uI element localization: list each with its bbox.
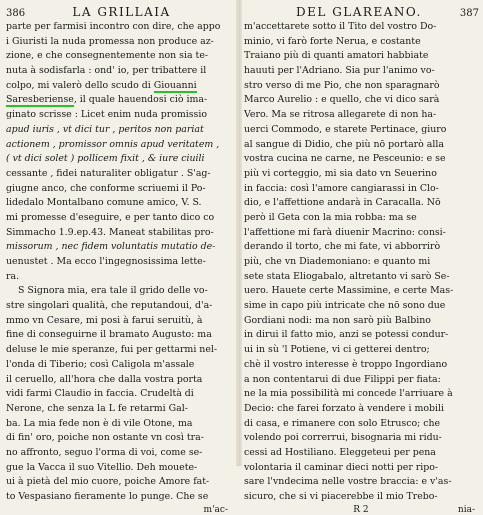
line-text: ginato scrisse : Licet enim nuda promissio (6, 109, 207, 121)
text-line (244, 461, 479, 476)
right-page-number: 387 (459, 8, 479, 19)
text-line (6, 35, 232, 50)
text-line (6, 79, 232, 94)
line-text: parte per farmisi incontro con dire, che appo (6, 21, 221, 32)
text-line (6, 123, 232, 138)
text-line (244, 196, 479, 211)
text-line (244, 138, 479, 153)
line-text: giugne anco, che conforme scriuemi il Po- (6, 182, 206, 194)
line-text: Vero. Ma se ritrosa allegarete di non ha- (244, 109, 437, 121)
line-text: m'accettarete sotto il Tito del vostro Do- (244, 21, 437, 32)
left-page (0, 0, 238, 515)
line-text: apud iuris , vt dici tur , peritos non pariat (6, 123, 204, 135)
text-line (6, 314, 232, 329)
line-text: nuta à sodisfarla : ond' io, per tribattere il (6, 65, 207, 77)
line-text: lidedalo Montalbano comune amico, V. S. (6, 197, 202, 209)
line-text: mi promesse d'eseguire, e per tanto dico co (6, 211, 215, 223)
right-page-body (244, 20, 479, 505)
text-line (6, 108, 232, 123)
line-text: il ceruello, all'hora che dalla vostra porta (6, 373, 203, 385)
text-line (244, 402, 479, 417)
line-text: sete stata Eliogabalo, altretanto vi sarò Se- (244, 270, 450, 282)
text-line (244, 417, 479, 432)
text-line (6, 328, 232, 343)
line-text: chè il vostro interesse è troppo Ingordiano (244, 358, 448, 370)
line-text: però il Geta con la mia robba: ma se (244, 211, 417, 223)
text-line (244, 446, 479, 461)
right-footer (244, 505, 479, 515)
text-line (6, 461, 232, 476)
line-text: zione, e che consegnentemente non sia te- (6, 50, 209, 62)
text-line (244, 270, 479, 285)
left-page-header (6, 4, 232, 20)
text-line (244, 167, 479, 182)
line-text: ra. (6, 270, 20, 282)
line-text-after: , il quale hauendosi ciò ima- (73, 94, 208, 106)
line-text: actionem , promissor omnis apud veritatem , (6, 138, 220, 150)
text-line (6, 240, 232, 255)
text-line (6, 358, 232, 373)
line-text: in dirui il fatto mio, anzi se potessi condur- (244, 329, 449, 341)
line-text: sare l'vndecima nelle vostre braccia: e v'as- (244, 476, 452, 488)
text-line (6, 182, 232, 197)
text-line (244, 358, 479, 373)
line-text: volendo poi correrrui, bisognaria mi ridu- (244, 432, 442, 444)
text-line (244, 152, 479, 167)
line-text: uerci Commodo, e starete Pertinace, giuro (244, 123, 447, 135)
left-catchword: m'ac- (203, 504, 228, 515)
text-line (6, 255, 232, 270)
line-text: ne la mia possibilità mi concede l'arriuare à (244, 388, 453, 400)
line-text: più vi corteggio, mi sia dato vn Seuerino (244, 167, 437, 179)
left-page-body (6, 20, 232, 505)
line-text: deluse le mie speranze, fui per gettarmi nel- (6, 344, 218, 356)
text-line (6, 299, 232, 314)
text-line (244, 431, 479, 446)
text-line (244, 123, 479, 138)
line-text: volontaria il caminar dieci notti per ripo- (244, 461, 439, 473)
line-text: a non contentarui di due Filippi per fiata: (244, 373, 441, 385)
line-text: Marco Aurelio : e quello, che vi dico sarà (244, 94, 440, 106)
line-text: derando il torto, che mi fate, vi abborrirò (244, 241, 441, 253)
text-line (244, 49, 479, 64)
line-text: Traiano più di quanti amatori habbiate (244, 50, 429, 62)
line-text: di fin' oro, poiche non ostante vn così tra- (6, 432, 204, 444)
text-line (6, 167, 232, 182)
line-text: stre singolari qualità, che reputandoui, d'a- (6, 300, 213, 312)
line-text: cessi ad Hostiliano. Eleggeteui per pena (244, 446, 436, 458)
line-text: vostra cucina ne carne, ne Pesceunio: e se (244, 153, 446, 165)
line-text: al sangue di Didio, che più nō portarò alla (244, 138, 444, 150)
line-text: to Vespasiano fieramente lo punge. Che se (6, 491, 209, 502)
text-line (244, 314, 479, 329)
text-line (6, 211, 232, 226)
text-line (244, 284, 479, 299)
text-line (244, 490, 479, 505)
line-text: i Giuristi la nuda promessa non produce az- (6, 35, 214, 47)
text-line (6, 196, 232, 211)
right-catchword: nia- (457, 504, 475, 515)
text-line (244, 211, 479, 226)
text-line (6, 138, 232, 153)
line-text: sicuro, che si vi piacerebbe il mio Trebo- (244, 491, 438, 502)
text-line (244, 20, 479, 35)
text-line (244, 299, 479, 314)
text-line (6, 93, 232, 108)
text-line (6, 20, 232, 35)
line-text: in faccia: così l'amore cangiarassi in Clo- (244, 182, 439, 194)
line-text: gue la Vacca il suo Vitellio. Deh mouete- (6, 461, 198, 473)
line-text: uero. Hauete certe Massimine, e certe Mas- (244, 285, 454, 297)
line-text: S Signora mia, era tale il grido delle vo- (18, 285, 208, 297)
text-line (244, 182, 479, 197)
line-text: colpo, mi valerò dello scudo di (6, 79, 154, 91)
signature-mark: R 2 (353, 504, 369, 515)
text-line (244, 343, 479, 358)
text-line (244, 79, 479, 94)
text-line (6, 446, 232, 461)
text-line (6, 402, 232, 417)
highlighted-name: Saresberiense (6, 94, 74, 106)
text-line (244, 373, 479, 388)
line-text: dio, e l'affettione andarà in Caracalla. Nō (244, 197, 441, 209)
line-text: vidi farmi Claudio in faccia. Crudeltà di (6, 388, 194, 400)
text-line (6, 64, 232, 79)
line-text: ba. La mia fede non è di vile Otone, ma (6, 417, 193, 429)
right-page (238, 0, 483, 515)
text-line (6, 490, 232, 505)
line-text: l'onda di Tiberio; così Caligola m'assale (6, 358, 195, 370)
left-running-head: LA GRILLAIA (72, 5, 171, 19)
text-line (6, 431, 232, 446)
line-text: Decio: che farei forzato à vendere i mobili (244, 402, 445, 414)
left-page-number: 386 (6, 8, 26, 19)
line-text: ui à pietà del mio cuore, poiche Amore fat- (6, 476, 210, 488)
text-line (244, 64, 479, 79)
text-line (6, 417, 232, 432)
text-line (244, 255, 479, 270)
line-text: missorum , nec fidem voluntatis mutatio de- (6, 241, 216, 253)
line-text: Nerone, che senza la L fe retarmi Gal- (6, 402, 188, 414)
line-text: ( vt dici solet ) pollicem fixit , & iure ciuili (6, 153, 205, 165)
text-line (244, 240, 479, 255)
text-line (244, 226, 479, 241)
line-text: hauuti per l'Adriano. Sia pur l'animo vo- (244, 65, 435, 77)
line-text: cessante , fidei naturaliter obligatur . S'ag- (6, 167, 211, 179)
text-line (244, 93, 479, 108)
text-line (244, 328, 479, 343)
text-line (244, 387, 479, 402)
right-running-head: DEL GLAREANO. (296, 5, 422, 19)
text-line (6, 373, 232, 388)
line-text: di casa, e rimanere con solo Etrusco; che (244, 417, 441, 429)
right-page-header (244, 4, 479, 20)
line-text: l'affettione mi farà diuenir Macrino: consi- (244, 226, 446, 238)
line-text: mmo vn Cesare, mi posi à farui seruitù, à (6, 314, 203, 326)
line-text: Simmacho 1.9.ep.43. Maneat stabilitas pro- (6, 226, 214, 238)
line-text: minio, vi farò forte Nerua, e costante (244, 35, 421, 47)
text-line (6, 475, 232, 490)
text-line (6, 49, 232, 64)
text-line (6, 270, 232, 285)
text-line (244, 108, 479, 123)
line-text: sime in capo più intricate che nō sono due (244, 300, 446, 312)
line-text: fine di conseguirne il bramato Augusto: ma (6, 329, 212, 341)
line-text: ui in sù 'l Potiene, vi ci getterei dentro; (244, 344, 430, 356)
text-line (6, 284, 232, 299)
line-text: uenustet . Ma ecco l'ingegnosissima lette- (6, 256, 206, 267)
text-line (244, 475, 479, 490)
line-text: no affronto, seguo l'orma di voi, come se- (6, 446, 203, 458)
line-text: Gordiani nodi: ma non sarò più Balbino (244, 314, 431, 326)
highlighted-name: Giouanni (153, 79, 197, 91)
line-text: stro verso di me Pio, che non sparagnarò (244, 79, 440, 91)
text-line (6, 387, 232, 402)
text-line (244, 35, 479, 50)
line-text: più, che vn Diademoniano: e quanto mi (244, 256, 431, 267)
text-line (6, 343, 232, 358)
text-line (6, 226, 232, 241)
text-line (6, 152, 232, 167)
